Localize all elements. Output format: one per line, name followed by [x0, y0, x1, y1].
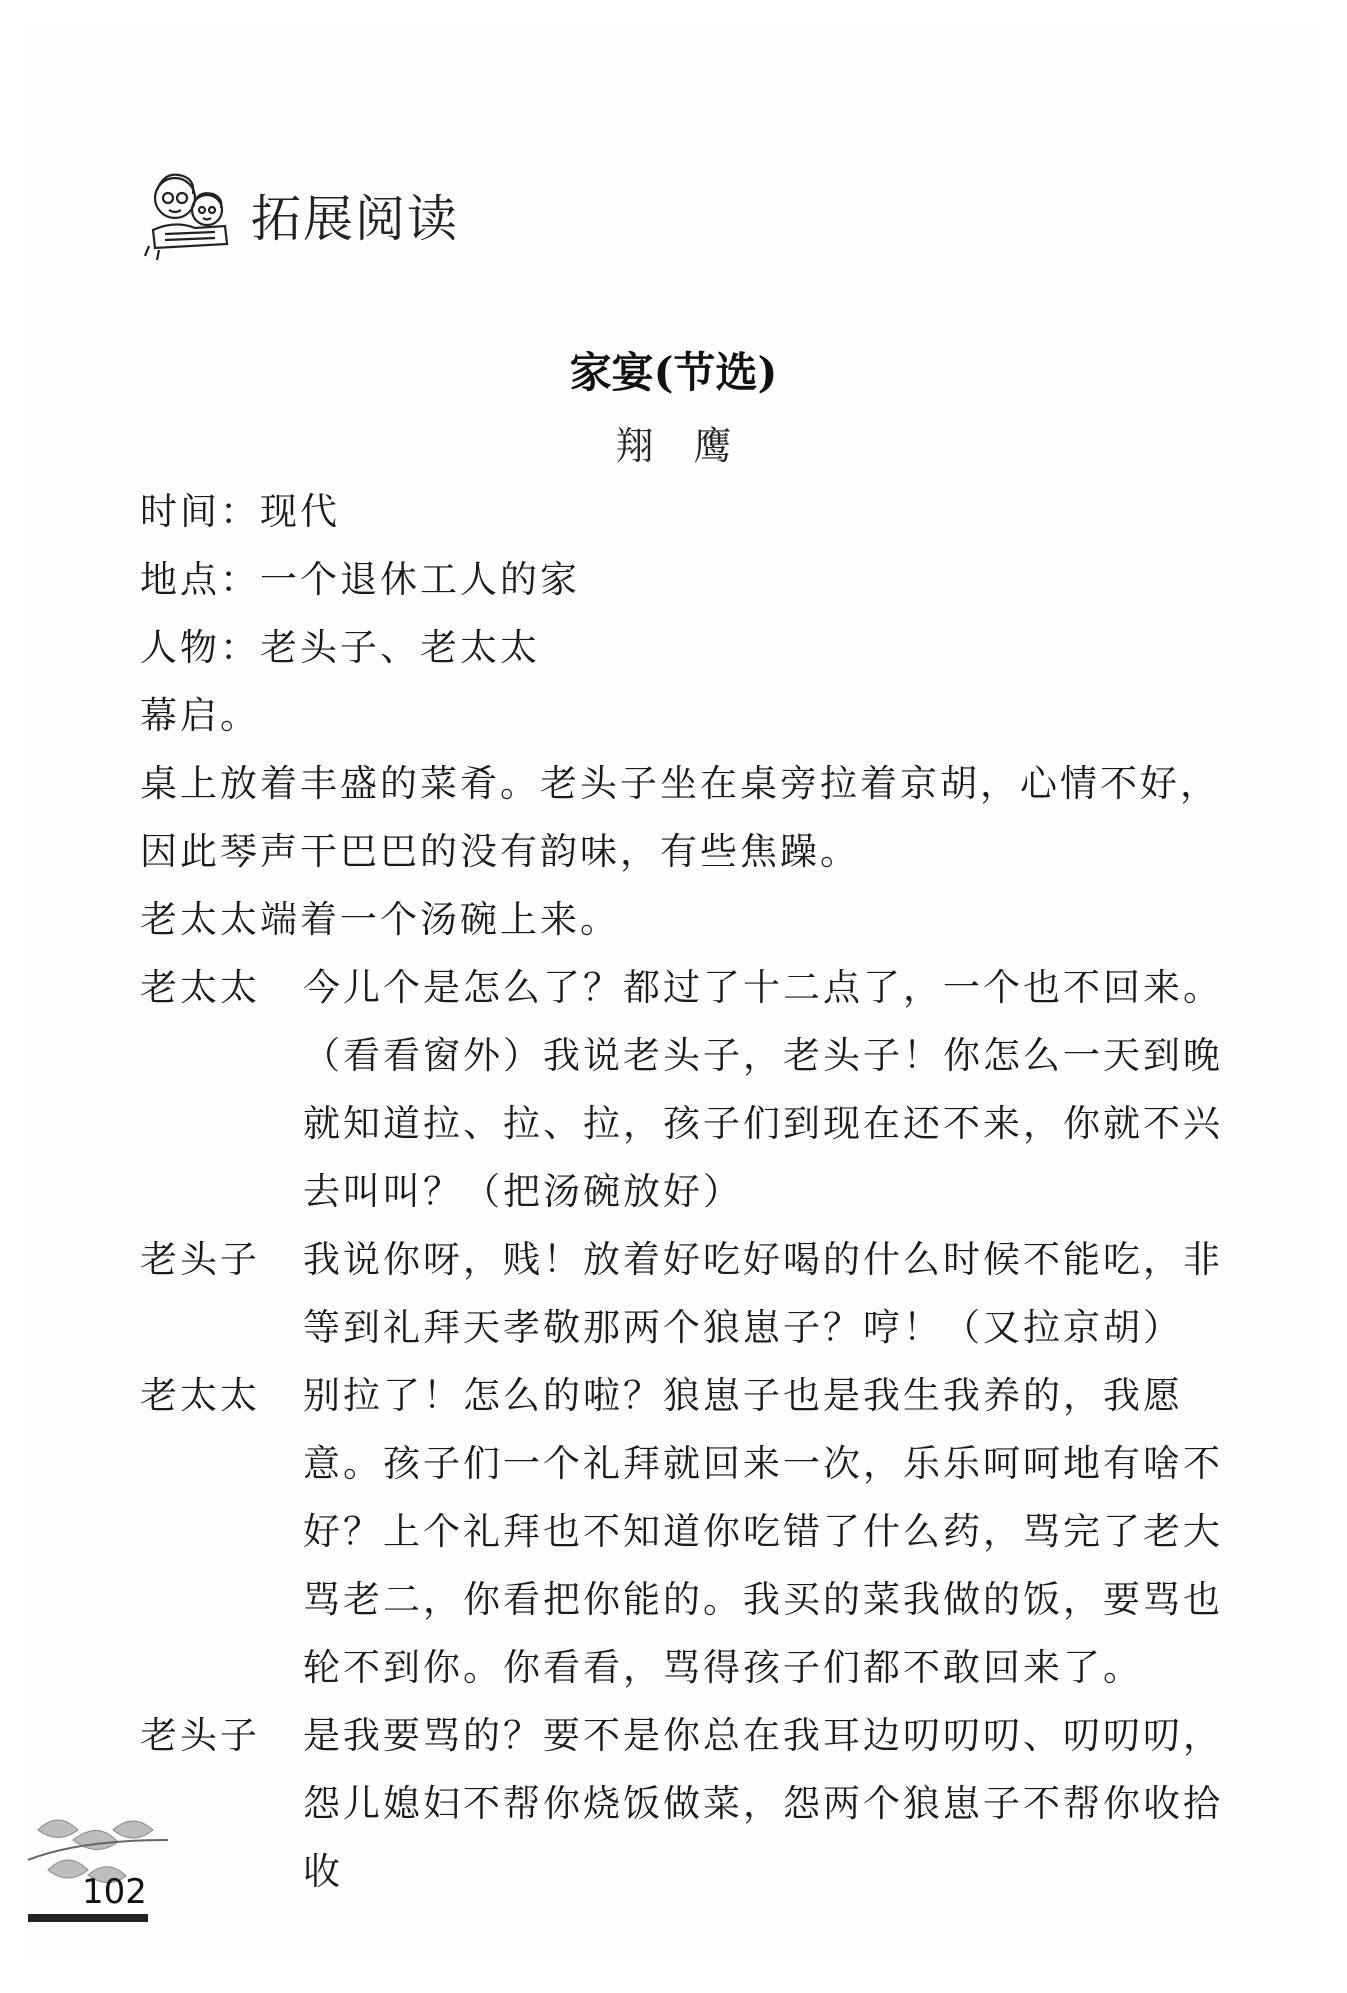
page-number-bar	[28, 1914, 148, 1922]
reading-kids-icon	[135, 160, 245, 270]
dialogue-line	[140, 954, 1240, 1226]
curtain-rises: 幕启。	[140, 694, 260, 737]
stage-direction: 桌上放着丰盛的菜肴。老头子坐在桌旁拉着京胡，心情不好，因此琴声干巴巴的没有韵味，有些焦躁。	[140, 762, 1220, 873]
speaker-name: 老太太	[140, 966, 260, 1009]
dialogue-line	[140, 1362, 1240, 1702]
dialogue-line	[140, 1702, 1240, 1906]
stage-direction: 老太太端着一个汤碗上来。	[140, 898, 620, 941]
section-title: 拓展阅读	[251, 190, 459, 248]
speaker-name: 老头子	[140, 1238, 260, 1281]
article-body	[140, 478, 1240, 1906]
section-header	[135, 160, 459, 270]
dialogue-line	[140, 1226, 1240, 1362]
speech-text: 别拉了！怎么的啦？狼崽子也是我生我养的，我愿意。孩子们一个礼拜就回来一次，乐乐呵呵地有啥不好？上个礼拜也不知道你吃错了什么药，骂完了老大骂老二，你看把你能的。我买的菜我做的饭，要骂也轮不到你。你看看，骂得孩子们都不敢回来了。	[303, 1374, 1223, 1689]
scene-time: 时间：现代	[140, 490, 340, 533]
speech-text: 是我要骂的？要不是你总在我耳边叨叨叨、叨叨叨，怨儿媳妇不帮你烧饭做菜，怨两个狼崽子不帮你收拾收	[303, 1714, 1223, 1893]
scene-place: 地点：一个退休工人的家	[140, 558, 580, 601]
scene-characters: 人物：老头子、老太太	[140, 626, 540, 669]
article-title: 家宴(节选)	[569, 348, 778, 397]
speech-text: 今儿个是怎么了？都过了十二点了，一个也不回来。（看看窗外）我说老头子，老头子！你怎么一天到晚就知道拉、拉、拉，孩子们到现在还不来，你就不兴去叫叫？（把汤碗放好）	[303, 966, 1223, 1213]
page-number: 102	[82, 1872, 147, 1912]
speaker-name: 老太太	[140, 1374, 260, 1417]
speech-text: 我说你呀，贱！放着好吃好喝的什么时候不能吃，非等到礼拜天孝敬那两个狼崽子？哼！（又拉京胡）	[303, 1238, 1223, 1349]
article-author: 翔鹰	[615, 424, 772, 468]
speaker-name: 老头子	[140, 1714, 260, 1757]
